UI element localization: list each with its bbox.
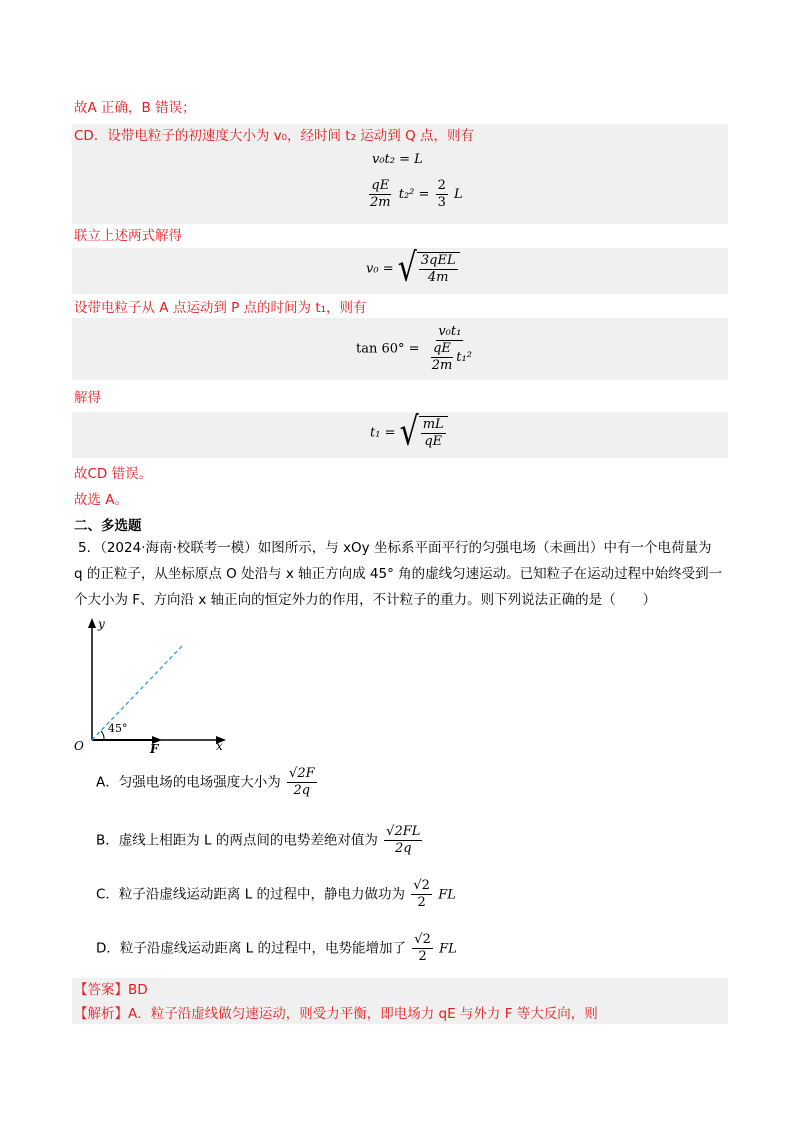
solution-line-7: 故选 A。 <box>74 492 129 508</box>
angle-label: 45° <box>108 722 128 735</box>
coordinate-figure <box>70 614 250 754</box>
equation-3: v₀ = √ $\frac{\text{3qEL}}{4m}$ <box>366 252 460 286</box>
section-heading: 二、多选题 <box>74 518 142 534</box>
solution-line-4: 设带电粒子从 A 点运动到 P 点的时间为 t₁，则有 <box>74 300 367 316</box>
option-b[interactable]: B．虚线上相距为 L 的两点间的电势差绝对值为 $\frac{√2FL}{2q}$ <box>96 824 421 856</box>
equation-1: v₀t₂ = L <box>372 152 423 167</box>
answer-label: 【答案】BD <box>74 982 148 998</box>
analysis-line: 【解析】A．粒子沿虚线做匀速运动，则受力平衡，即电场力 qE 与外力 F 等大反向，则 <box>74 1006 598 1022</box>
equation-5: t₁ = √ $\frac{mL}{qE}$ <box>370 416 448 450</box>
solution-line-3: 联立上述两式解得 <box>74 228 182 244</box>
option-c[interactable]: C．粒子沿虚线运动距离 L 的过程中，静电力做功为 $\frac{√2}{2}$ FL <box>96 878 456 910</box>
trajectory-dashed-line <box>92 644 184 740</box>
solution-line-6: 故CD 错误。 <box>74 466 153 482</box>
y-label: y <box>98 617 105 631</box>
question-line-2: q 的正粒子，从坐标原点 O 处沿与 x 轴正方向成 45° 角的虚线匀速运动。已知粒子在运动过程中始终受到一 <box>74 566 723 582</box>
angle-arc <box>101 731 104 740</box>
option-a[interactable]: A．匀强电场的电场强度大小为 $\frac{√2F}{2q}$ <box>96 766 315 798</box>
question-line-1: 5．（2024·海南·校联考一模）如图所示，与 xOy 坐标系平面平行的匀强电场（未画出）中有一个电荷量为 <box>78 540 712 556</box>
equation-2: $\frac{qE}{2m}$ t₂² = $\frac{2}{3}$ L <box>370 178 463 210</box>
force-label: F <box>150 742 159 754</box>
question-line-3: 个大小为 F、方向沿 x 轴正向的恒定外力的作用，不计粒子的重力。则下列说法正确的是（ ） <box>74 592 657 608</box>
solution-line-5: 解得 <box>74 390 101 406</box>
origin-label: O <box>74 739 84 753</box>
solution-line-2: CD．设带电粒子的初速度大小为 v₀，经时间 t₂ 运动到 Q 点，则有 <box>74 128 475 144</box>
option-d[interactable]: D．粒子沿虚线运动距离 L 的过程中，电势能增加了 $\frac{√2}{2}$ FL <box>96 932 457 964</box>
x-label: x <box>216 739 223 753</box>
equation-4: tan 60° = v₀t₁ $\frac{qE}{2m}$ t₁² <box>356 324 472 373</box>
solution-line-1: 故A 正确，B 错误； <box>74 100 196 116</box>
y-axis-arrow <box>88 618 96 628</box>
